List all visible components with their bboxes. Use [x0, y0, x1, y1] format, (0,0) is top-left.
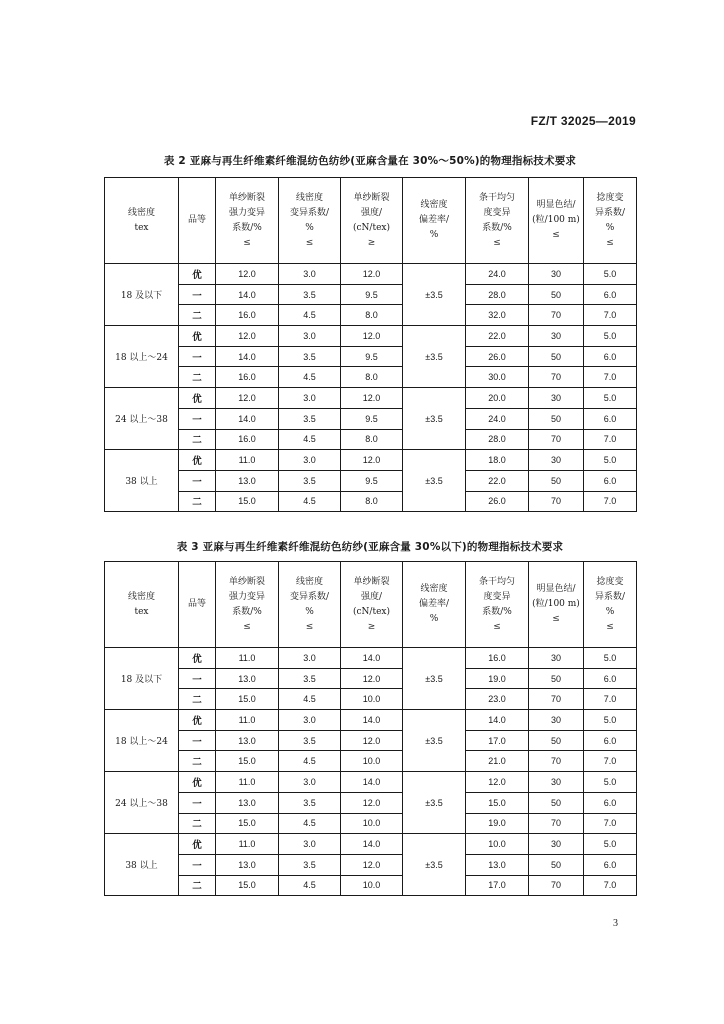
grade-cell: 二 [179, 305, 216, 326]
header-line: ≤ [305, 237, 314, 248]
density-cv-cell: 4.5 [279, 689, 341, 710]
grade-cell: 优 [179, 450, 216, 471]
strength-cv-cell: 12.0 [216, 326, 279, 347]
density-cv-cell: 4.5 [279, 429, 341, 450]
strength-cv-cell: 13.0 [216, 668, 279, 689]
evenness-cv-cell: 10.0 [466, 834, 529, 855]
header-line: % [305, 606, 314, 617]
twist-cv-cell: 6.0 [584, 730, 637, 751]
table-row [105, 875, 637, 896]
header-line: 单纱断裂 [353, 192, 390, 203]
density-range-cell: 18 及以下 [105, 648, 179, 710]
density-cv-cell: 3.5 [279, 470, 341, 491]
twist-cv-cell: 7.0 [584, 689, 637, 710]
column-header-tenacity [341, 562, 403, 648]
table-row [105, 284, 637, 305]
strength-cv-cell: 13.0 [216, 730, 279, 751]
density-cv-cell: 3.0 [279, 388, 341, 409]
column-header-color-knots [529, 562, 584, 648]
header-line: 品等 [187, 599, 206, 609]
table-3-caption: 表 3 亚麻与再生纤维素纤维混纺色纺纱(亚麻含量 30%以下)的物理指标技术要求 [176, 541, 564, 553]
tenacity-cell: 9.5 [341, 284, 403, 305]
column-header-density [105, 178, 179, 264]
strength-cv-cell: 16.0 [216, 305, 279, 326]
twist-cv-cell: 5.0 [584, 264, 637, 285]
color-knots-cell: 30 [529, 772, 584, 793]
header-line: ≤ [606, 621, 614, 632]
strength-cv-cell: 15.0 [216, 689, 279, 710]
table-row [105, 305, 637, 326]
evenness-cv-cell: 28.0 [466, 284, 529, 305]
header-line: 系数/% [482, 606, 512, 617]
header-line: 线密度 [127, 207, 155, 218]
table-row [105, 429, 637, 450]
evenness-cv-cell: 32.0 [466, 305, 529, 326]
color-knots-cell: 30 [529, 450, 584, 471]
density-cv-cell: 3.5 [279, 408, 341, 429]
header-line: 强力变异 [228, 591, 265, 602]
tenacity-cell: 10.0 [341, 875, 403, 896]
grade-cell: 二 [179, 491, 216, 512]
density-deviation-cell: ±3.5 [403, 326, 466, 388]
strength-cv-cell: 14.0 [216, 284, 279, 305]
header-line: % [305, 222, 314, 233]
header-line: ≤ [493, 237, 501, 248]
twist-cv-cell: 5.0 [584, 450, 637, 471]
density-deviation-cell: ±3.5 [403, 648, 466, 710]
evenness-cv-cell: 12.0 [466, 772, 529, 793]
table-row [105, 689, 637, 710]
color-knots-cell: 30 [529, 710, 584, 731]
evenness-cv-cell: 23.0 [466, 689, 529, 710]
column-header-strength-cv [216, 562, 279, 648]
evenness-cv-cell: 19.0 [466, 668, 529, 689]
evenness-cv-cell: 26.0 [466, 346, 529, 367]
density-cv-cell: 4.5 [279, 305, 341, 326]
density-cv-cell: 4.5 [279, 813, 341, 834]
table-row [105, 450, 637, 471]
twist-cv-cell: 6.0 [584, 854, 637, 875]
column-header-grade [179, 178, 216, 264]
table-row [105, 648, 637, 669]
column-header-grade [179, 562, 216, 648]
column-header-density-cv [279, 562, 341, 648]
grade-cell: 优 [179, 648, 216, 669]
table-row [105, 730, 637, 751]
density-deviation-cell: ±3.5 [403, 834, 466, 896]
grade-cell: 优 [179, 264, 216, 285]
density-cv-cell: 3.5 [279, 730, 341, 751]
density-cv-cell: 3.0 [279, 648, 341, 669]
density-cv-cell: 3.5 [279, 668, 341, 689]
tenacity-cell: 8.0 [341, 429, 403, 450]
header-line: 异系数/ [594, 591, 626, 602]
tenacity-cell: 12.0 [341, 450, 403, 471]
color-knots-cell: 70 [529, 875, 584, 896]
density-deviation-cell: ±3.5 [403, 264, 466, 326]
density-deviation-cell: ±3.5 [403, 388, 466, 450]
evenness-cv-cell: 26.0 [466, 491, 529, 512]
standard-code: FZ/T 32025—2019 [530, 114, 636, 128]
column-header-twist-cv [584, 562, 637, 648]
strength-cv-cell: 15.0 [216, 751, 279, 772]
strength-cv-cell: 11.0 [216, 834, 279, 855]
twist-cv-cell: 5.0 [584, 710, 637, 731]
grade-cell: 优 [179, 388, 216, 409]
header-line: 条干均匀 [478, 192, 515, 203]
evenness-cv-cell: 18.0 [466, 450, 529, 471]
strength-cv-cell: 13.0 [216, 470, 279, 491]
tenacity-cell: 8.0 [341, 305, 403, 326]
evenness-cv-cell: 17.0 [466, 875, 529, 896]
header-line: ≤ [243, 621, 251, 632]
header-row [105, 178, 637, 264]
strength-cv-cell: 15.0 [216, 813, 279, 834]
color-knots-cell: 70 [529, 491, 584, 512]
grade-cell: 一 [179, 470, 216, 491]
column-header-twist-cv [584, 178, 637, 264]
table-row [105, 326, 637, 347]
table-row [105, 772, 637, 793]
color-knots-cell: 50 [529, 470, 584, 491]
header-line: % [429, 230, 439, 240]
density-range-cell: 18 及以下 [105, 264, 179, 326]
grade-cell: 优 [179, 326, 216, 347]
density-cv-cell: 3.0 [279, 264, 341, 285]
color-knots-cell: 50 [529, 792, 584, 813]
tenacity-cell: 12.0 [341, 264, 403, 285]
column-header-evenness-cv [466, 562, 529, 648]
tenacity-cell: 12.0 [341, 388, 403, 409]
density-cv-cell: 3.0 [279, 326, 341, 347]
header-line: (cN/tex) [353, 222, 390, 233]
twist-cv-cell: 6.0 [584, 792, 637, 813]
header-line: 线密度 [420, 584, 448, 594]
density-deviation-cell: ±3.5 [403, 710, 466, 772]
tenacity-cell: 12.0 [341, 668, 403, 689]
density-range-cell: 24 以上～38 [105, 772, 179, 834]
header-line: ≤ [305, 621, 314, 632]
table-row [105, 792, 637, 813]
tenacity-cell: 9.5 [341, 408, 403, 429]
tenacity-cell: 9.5 [341, 470, 403, 491]
grade-cell: 一 [179, 854, 216, 875]
header-line: tex [134, 606, 149, 617]
header-line: ≤ [552, 614, 560, 624]
color-knots-cell: 70 [529, 689, 584, 710]
strength-cv-cell: 11.0 [216, 450, 279, 471]
density-cv-cell: 4.5 [279, 875, 341, 896]
table-row [105, 264, 637, 285]
header-line: 变异系数/ [289, 591, 330, 602]
density-cv-cell: 3.0 [279, 710, 341, 731]
evenness-cv-cell: 14.0 [466, 710, 529, 731]
grade-cell: 二 [179, 875, 216, 896]
twist-cv-cell: 7.0 [584, 367, 637, 388]
color-knots-cell: 30 [529, 834, 584, 855]
twist-cv-cell: 7.0 [584, 305, 637, 326]
column-header-density [105, 562, 179, 648]
color-knots-cell: 50 [529, 346, 584, 367]
evenness-cv-cell: 13.0 [466, 854, 529, 875]
header-line: 线密度 [127, 591, 155, 602]
density-cv-cell: 3.5 [279, 346, 341, 367]
header-line: 线密度 [295, 576, 323, 587]
tenacity-cell: 9.5 [341, 346, 403, 367]
density-range-cell: 38 以上 [105, 834, 179, 896]
header-line: ≥ [367, 237, 376, 248]
grade-cell: 二 [179, 751, 216, 772]
grade-cell: 一 [179, 284, 216, 305]
grade-cell: 优 [179, 772, 216, 793]
header-line: 强力变异 [228, 207, 265, 218]
header-line: 单纱断裂 [228, 576, 265, 587]
strength-cv-cell: 12.0 [216, 388, 279, 409]
header-line: 强度/ [360, 591, 383, 602]
twist-cv-cell: 7.0 [584, 751, 637, 772]
header-line: (cN/tex) [353, 606, 390, 617]
evenness-cv-cell: 24.0 [466, 264, 529, 285]
strength-cv-cell: 16.0 [216, 367, 279, 388]
header-line: 线密度 [295, 192, 323, 203]
header-line: tex [134, 222, 149, 233]
header-line: ≤ [243, 237, 251, 248]
evenness-cv-cell: 30.0 [466, 367, 529, 388]
density-range-cell: 18 以上～24 [105, 710, 179, 772]
header-line: ≤ [606, 237, 614, 248]
color-knots-cell: 30 [529, 388, 584, 409]
column-header-color-knots [529, 178, 584, 264]
page-number: 3 [613, 918, 618, 929]
grade-cell: 一 [179, 792, 216, 813]
color-knots-cell: 50 [529, 668, 584, 689]
color-knots-cell: 30 [529, 264, 584, 285]
density-range-cell: 38 以上 [105, 450, 179, 512]
strength-cv-cell: 11.0 [216, 772, 279, 793]
header-line: 条干均匀 [478, 576, 515, 587]
color-knots-cell: 70 [529, 305, 584, 326]
evenness-cv-cell: 22.0 [466, 326, 529, 347]
table-row [105, 668, 637, 689]
table-row [105, 388, 637, 409]
tenacity-cell: 8.0 [341, 491, 403, 512]
header-line: 明显色结/ [536, 584, 576, 594]
grade-cell: 优 [179, 834, 216, 855]
strength-cv-cell: 13.0 [216, 854, 279, 875]
color-knots-cell: 50 [529, 284, 584, 305]
evenness-cv-cell: 21.0 [466, 751, 529, 772]
header-line: 系数/% [482, 222, 512, 233]
header-line: 偏差率/ [418, 215, 450, 225]
header-line: 单纱断裂 [228, 192, 265, 203]
color-knots-cell: 30 [529, 648, 584, 669]
header-line: 偏差率/ [418, 599, 450, 609]
tenacity-cell: 12.0 [341, 792, 403, 813]
twist-cv-cell: 5.0 [584, 388, 637, 409]
density-cv-cell: 3.0 [279, 772, 341, 793]
header-line: 品等 [187, 215, 206, 225]
tenacity-cell: 10.0 [341, 689, 403, 710]
table-row [105, 854, 637, 875]
table-row [105, 346, 637, 367]
tenacity-cell: 14.0 [341, 648, 403, 669]
tenacity-cell: 8.0 [341, 367, 403, 388]
strength-cv-cell: 11.0 [216, 710, 279, 731]
strength-cv-cell: 14.0 [216, 346, 279, 367]
table-2 [104, 177, 637, 512]
evenness-cv-cell: 19.0 [466, 813, 529, 834]
twist-cv-cell: 7.0 [584, 491, 637, 512]
column-header-deviation [403, 562, 466, 648]
grade-cell: 二 [179, 429, 216, 450]
density-cv-cell: 3.0 [279, 450, 341, 471]
grade-cell: 一 [179, 346, 216, 367]
grade-cell: 一 [179, 730, 216, 751]
strength-cv-cell: 12.0 [216, 264, 279, 285]
grade-cell: 二 [179, 367, 216, 388]
header-line: 单纱断裂 [353, 576, 390, 587]
density-cv-cell: 3.5 [279, 284, 341, 305]
header-line: 度变异 [483, 591, 511, 602]
header-line: 捻度变 [596, 192, 624, 203]
strength-cv-cell: 15.0 [216, 875, 279, 896]
tenacity-cell: 10.0 [341, 751, 403, 772]
table-row [105, 367, 637, 388]
column-header-tenacity [341, 178, 403, 264]
grade-cell: 二 [179, 813, 216, 834]
tenacity-cell: 14.0 [341, 710, 403, 731]
evenness-cv-cell: 17.0 [466, 730, 529, 751]
grade-cell: 二 [179, 689, 216, 710]
density-cv-cell: 4.5 [279, 491, 341, 512]
twist-cv-cell: 6.0 [584, 470, 637, 491]
strength-cv-cell: 15.0 [216, 491, 279, 512]
table-2-caption: 表 2 亚麻与再生纤维素纤维混纺色纺纱(亚麻含量在 30%～50%)的物理指标技术要求 [163, 155, 577, 167]
column-header-strength-cv [216, 178, 279, 264]
color-knots-cell: 70 [529, 367, 584, 388]
color-knots-cell: 50 [529, 408, 584, 429]
column-header-deviation [403, 178, 466, 264]
header-line: 度变异 [483, 207, 511, 218]
header-line: 强度/ [360, 207, 383, 218]
header-line: ≤ [552, 230, 560, 240]
strength-cv-cell: 14.0 [216, 408, 279, 429]
table-row [105, 408, 637, 429]
table-row [105, 834, 637, 855]
tenacity-cell: 10.0 [341, 813, 403, 834]
header-row [105, 562, 637, 648]
table-row [105, 751, 637, 772]
color-knots-cell: 70 [529, 751, 584, 772]
twist-cv-cell: 5.0 [584, 326, 637, 347]
density-deviation-cell: ±3.5 [403, 772, 466, 834]
evenness-cv-cell: 24.0 [466, 408, 529, 429]
table-row [105, 710, 637, 731]
evenness-cv-cell: 28.0 [466, 429, 529, 450]
tenacity-cell: 12.0 [341, 730, 403, 751]
twist-cv-cell: 5.0 [584, 772, 637, 793]
color-knots-cell: 50 [529, 854, 584, 875]
density-cv-cell: 4.5 [279, 367, 341, 388]
color-knots-cell: 70 [529, 429, 584, 450]
density-range-cell: 18 以上～24 [105, 326, 179, 388]
twist-cv-cell: 6.0 [584, 284, 637, 305]
header-line: 线密度 [420, 200, 448, 210]
table-row [105, 470, 637, 491]
header-line: 捻度变 [596, 576, 624, 587]
header-line: (粒/100 m) [532, 599, 580, 609]
grade-cell: 一 [179, 668, 216, 689]
header-line: 系数/% [232, 222, 262, 233]
twist-cv-cell: 6.0 [584, 668, 637, 689]
color-knots-cell: 50 [529, 730, 584, 751]
table-row [105, 813, 637, 834]
twist-cv-cell: 6.0 [584, 346, 637, 367]
header-line: 系数/% [232, 606, 262, 617]
column-header-density-cv [279, 178, 341, 264]
twist-cv-cell: 5.0 [584, 648, 637, 669]
header-line: 明显色结/ [536, 200, 576, 210]
tenacity-cell: 14.0 [341, 834, 403, 855]
twist-cv-cell: 6.0 [584, 408, 637, 429]
strength-cv-cell: 16.0 [216, 429, 279, 450]
header-line: % [605, 222, 615, 233]
density-cv-cell: 3.5 [279, 854, 341, 875]
grade-cell: 优 [179, 710, 216, 731]
twist-cv-cell: 5.0 [584, 834, 637, 855]
density-cv-cell: 4.5 [279, 751, 341, 772]
evenness-cv-cell: 20.0 [466, 388, 529, 409]
header-line: ≥ [367, 621, 376, 632]
density-cv-cell: 3.5 [279, 792, 341, 813]
header-line: (粒/100 m) [532, 215, 580, 225]
twist-cv-cell: 7.0 [584, 875, 637, 896]
density-range-cell: 24 以上～38 [105, 388, 179, 450]
table-row [105, 491, 637, 512]
strength-cv-cell: 13.0 [216, 792, 279, 813]
evenness-cv-cell: 22.0 [466, 470, 529, 491]
color-knots-cell: 70 [529, 813, 584, 834]
color-knots-cell: 30 [529, 326, 584, 347]
twist-cv-cell: 7.0 [584, 813, 637, 834]
twist-cv-cell: 7.0 [584, 429, 637, 450]
evenness-cv-cell: 15.0 [466, 792, 529, 813]
tenacity-cell: 14.0 [341, 772, 403, 793]
header-line: 异系数/ [594, 207, 626, 218]
tenacity-cell: 12.0 [341, 854, 403, 875]
grade-cell: 一 [179, 408, 216, 429]
evenness-cv-cell: 16.0 [466, 648, 529, 669]
column-header-evenness-cv [466, 178, 529, 264]
strength-cv-cell: 11.0 [216, 648, 279, 669]
density-deviation-cell: ±3.5 [403, 450, 466, 512]
header-line: 变异系数/ [289, 207, 330, 218]
header-line: % [429, 614, 439, 624]
header-line: % [605, 606, 615, 617]
tenacity-cell: 12.0 [341, 326, 403, 347]
header-line: ≤ [493, 621, 501, 632]
table-3 [104, 561, 637, 896]
density-cv-cell: 3.0 [279, 834, 341, 855]
